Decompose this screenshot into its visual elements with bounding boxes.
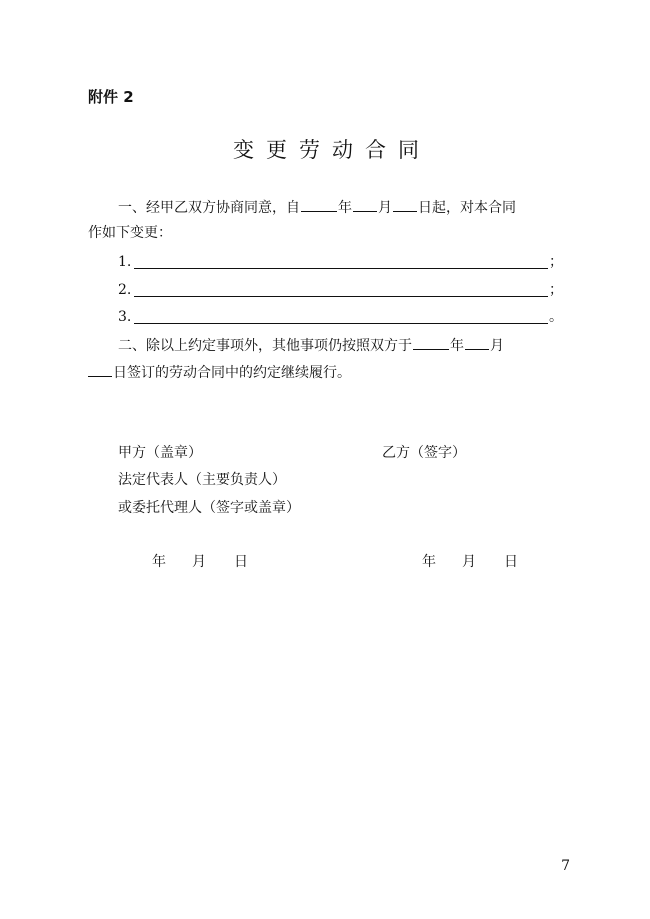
party-a-date-year: 年	[152, 554, 166, 570]
clause-2-month: 月	[490, 338, 504, 354]
clause-2-line-1	[118, 336, 504, 354]
clause-2-year: 年	[450, 338, 464, 354]
clause-1-line-1	[118, 198, 516, 216]
party-b-date-day: 日	[504, 554, 518, 570]
party-a-agent: 或委托代理人（签字或盖章）	[118, 500, 300, 516]
item-3-number: 3.	[118, 309, 132, 325]
party-a-date-day: 日	[234, 554, 248, 570]
item-1-line[interactable]	[134, 268, 548, 269]
annex-label: 附件 2	[88, 88, 134, 106]
item-1-number: 1.	[118, 254, 132, 270]
clause-2-line-2-suffix: 日签订的劳动合同中的约定继续履行。	[113, 365, 351, 381]
clause-2-month-blank[interactable]	[465, 336, 489, 350]
year-blank[interactable]	[301, 198, 337, 212]
clause-2-year-blank[interactable]	[413, 336, 449, 350]
item-3-line[interactable]	[134, 323, 548, 324]
party-a-date-month: 月	[192, 554, 206, 570]
clause-1-line-2: 作如下变更：	[88, 225, 172, 241]
item-2-end: ；	[549, 282, 563, 298]
party-a-label: 甲方（盖章）	[118, 445, 202, 461]
party-b-date-month: 月	[462, 554, 476, 570]
clause-2-day-blank[interactable]	[88, 363, 112, 377]
day-blank[interactable]	[393, 198, 417, 212]
clause-1-month: 月	[378, 200, 392, 216]
month-blank[interactable]	[353, 198, 377, 212]
item-2-number: 2.	[118, 282, 132, 298]
clause-1-prefix: 一、经甲乙双方协商同意，自	[118, 200, 300, 216]
clause-1-year: 年	[338, 200, 352, 216]
clause-2-line-2	[88, 363, 351, 381]
document-title: 变更劳动合同	[233, 138, 431, 162]
clause-2-prefix: 二、除以上约定事项外，其他事项仍按照双方于	[118, 338, 412, 354]
item-2-line[interactable]	[134, 296, 548, 297]
clause-1-day-from: 日起，对本合同	[418, 200, 516, 216]
item-1-end: ；	[549, 254, 563, 270]
party-b-label: 乙方（签字）	[382, 445, 466, 461]
page-number: 7	[561, 858, 570, 874]
item-3-end: 。	[549, 309, 563, 325]
party-b-date-year: 年	[422, 554, 436, 570]
party-a-legal-rep: 法定代表人（主要负责人）	[118, 472, 286, 488]
